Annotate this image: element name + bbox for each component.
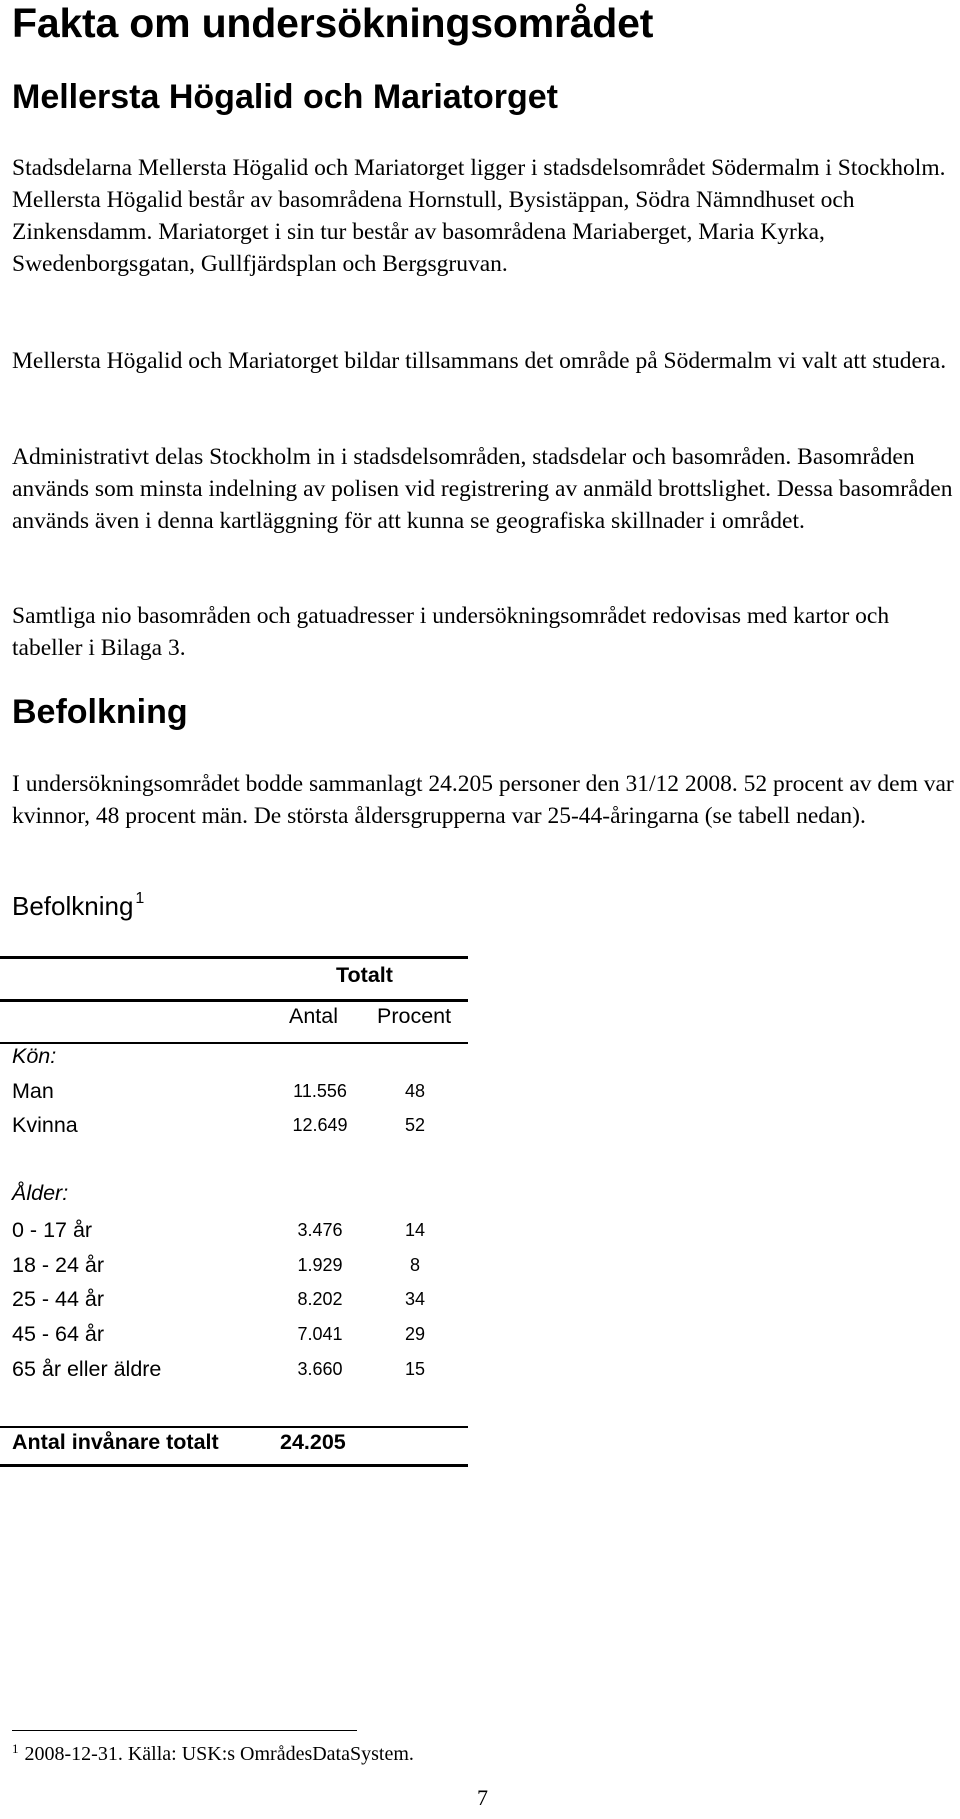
cell-antal: 3.660 xyxy=(297,1359,343,1379)
page-title: Fakta om undersökningsområdet xyxy=(12,0,654,46)
total-label: Antal invånare totalt xyxy=(12,1430,219,1454)
cell-antal: 1.929 xyxy=(297,1255,343,1275)
row-label: 0 - 17 år xyxy=(12,1218,93,1242)
table-title: Befolkning $^1$ xyxy=(12,890,145,921)
cell-antal: 11.556 xyxy=(293,1081,347,1101)
paragraph-study-area: Mellersta Högalid och Mariatorget bildar tillsammans det område på Södermalm vi valt att studera. xyxy=(12,348,947,374)
footnote-ref: 1 xyxy=(135,890,145,907)
page-number: 7 xyxy=(477,1785,488,1810)
paragraph-area-description: Stadsdelarna Mellersta Högalid och Mariatorget ligger i stadsdelsområdet Södermalm i Stockholm. Mellersta Högalid består av basområdena Hornstull, Bysistäppan, Södra Nämndhuset och Zinkensdamm. Mariatorget i sin tur består av basområdena Mariaberget, Maria Kyrka, Swedenborgsgatan, Gullfjärdsplan och Bergsgruvan. xyxy=(12,155,946,277)
row-label: 25 - 44 år xyxy=(12,1287,105,1311)
cell-procent: 8 xyxy=(409,1255,420,1275)
row-label: 18 - 24 år xyxy=(12,1253,105,1277)
table-total-top-rule xyxy=(0,1426,468,1428)
table-header-rule xyxy=(0,999,468,1002)
total-value: 24.205 xyxy=(280,1430,346,1454)
table-top-rule xyxy=(0,956,468,959)
paragraph-appendix: Samtliga nio basområden och gatuadresser i undersökningsområdet redovisas med kartor och tabeller i Bilaga 3. xyxy=(12,603,890,661)
row-label: 65 år eller äldre xyxy=(12,1357,162,1381)
cell-antal: 7.041 xyxy=(297,1324,343,1344)
cell-antal: 12.649 xyxy=(292,1115,348,1135)
row-label: 45 - 64 år xyxy=(12,1322,105,1346)
cell-antal: 3.476 xyxy=(297,1220,343,1240)
cell-procent: 29 xyxy=(404,1324,426,1344)
cell-procent: 52 xyxy=(404,1115,426,1135)
group-label-alder: Ålder: xyxy=(12,1181,69,1205)
cell-procent: 14 xyxy=(404,1220,426,1240)
column-header-procent: Procent xyxy=(377,1004,452,1028)
group-label-kon: Kön: xyxy=(12,1044,57,1068)
section-heading-population: Befolkning xyxy=(12,693,188,731)
footnote-marker: 1 xyxy=(12,1741,19,1756)
footnote-separator xyxy=(12,1730,357,1731)
column-group-header: Totalt xyxy=(336,963,393,987)
table-subheader-rule xyxy=(0,1042,468,1044)
row-label: Man xyxy=(12,1079,54,1103)
cell-procent: 34 xyxy=(404,1289,426,1309)
paragraph-population: I undersökningsområdet bodde sammanlagt 24.205 personer den 31/12 2008. 52 procent av dem var kvinnor, 48 procent män. De största åldersgrupperna var 25-44-åringarna (se tabell nedan). xyxy=(12,771,954,829)
cell-procent: 15 xyxy=(404,1359,426,1379)
footnote: $^1$ 2008-12-31. Källa: USK:s OmrådesDataSystem. xyxy=(12,1741,414,1765)
row-label: Kvinna xyxy=(12,1113,78,1137)
section-heading-area: Mellersta Högalid och Mariatorget xyxy=(12,78,558,116)
table-bottom-rule xyxy=(0,1464,468,1467)
paragraph-administration: Administrativt delas Stockholm in i stadsdelsområden, stadsdelar och basområden. Basområden används som minsta indelning av polisen vid registrering av anmäld brottslighet. Dessa basområden används även i denna kartläggning för att kunna se geografiska skillnader i området. xyxy=(12,444,953,534)
cell-procent: 48 xyxy=(404,1081,426,1101)
column-header-antal: Antal xyxy=(289,1004,339,1028)
cell-antal: 8.202 xyxy=(297,1289,343,1309)
